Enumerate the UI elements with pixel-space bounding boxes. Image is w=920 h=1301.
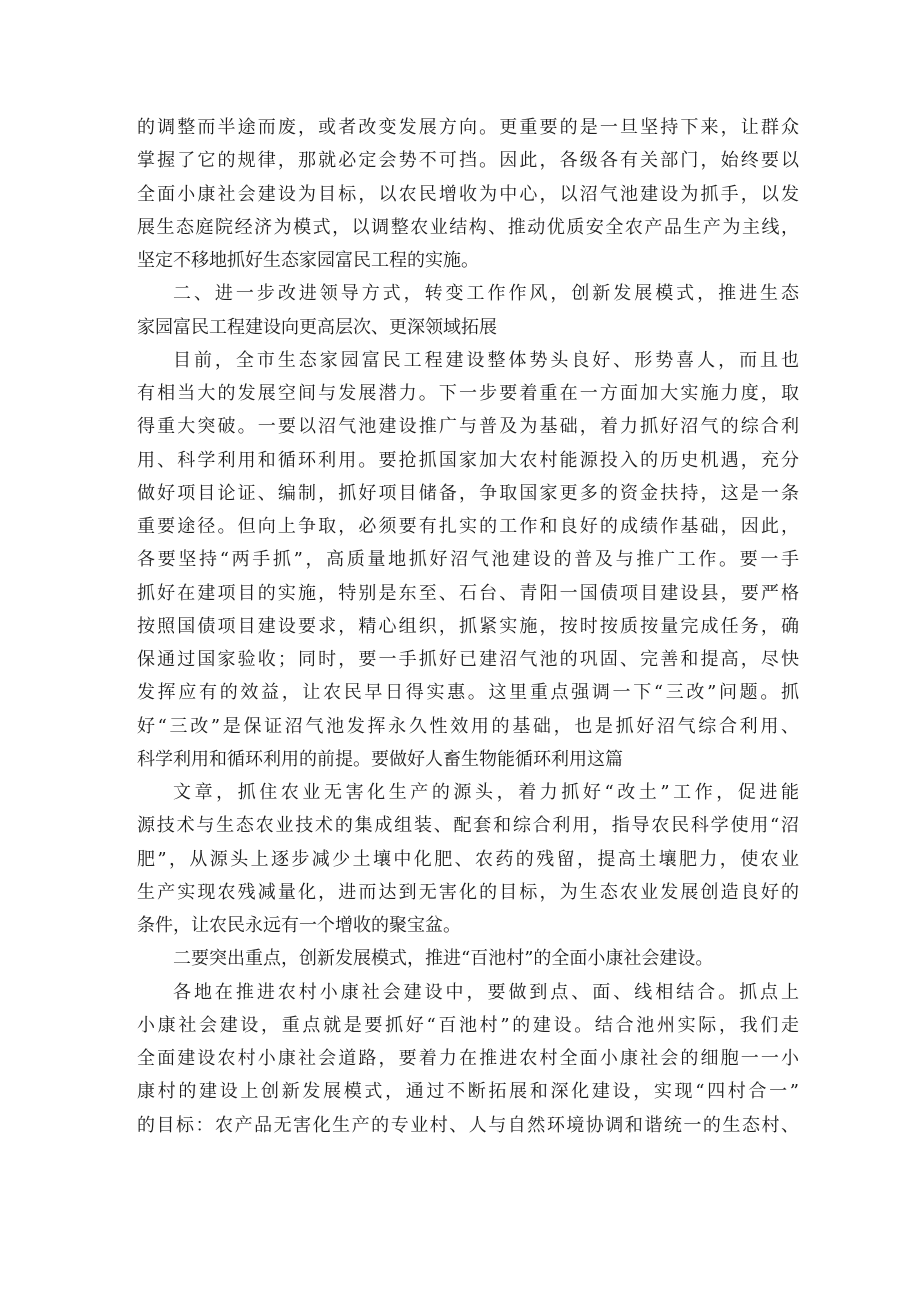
text-line: 发挥应有的效益，让农民早日得实惠。这里重点强调一下“三改”问题。抓	[137, 682, 799, 704]
text-line: 全面建设农村小康社会道路，要着力在推进农村全面小康社会的细胞一一小	[137, 1048, 799, 1069]
text-line: 的调整而半途而废，或者改变发展方向。更重要的是一旦坚持下来，让群众	[137, 117, 799, 138]
text-line: 科学利用和循环利用的前提。要做好人畜生物能循环利用这篇	[137, 748, 623, 770]
text-line: 肥”，从源头上逐步减少土壤中化肥、农药的残留，提高土壤肥力，使农业	[137, 848, 799, 870]
text-line: 各要坚持“两手抓”，高质量地抓好沼气池建设的普及与推广工作。要一手	[137, 549, 799, 571]
text-line: 全面小康社会建设为目标，以农民增收为中心，以沼气池建设为抓手，以发	[137, 183, 799, 205]
text-line: 按照国债项目建设要求，精心组织，抓紧实施，按时按质按量完成任务，确	[137, 615, 799, 637]
text-line: 保通过国家验收；同时，要一手抓好已建沼气池的巩固、完善和提高，尽快	[137, 649, 799, 670]
text-line: 源技术与生态农业技术的集成组装、配套和综合利用，指导农民科学使用“沼	[137, 815, 799, 837]
text-line: 重要途径。但向上争取，必须要有扎实的工作和良好的成绩作基础，因此，	[137, 516, 799, 537]
text-line: 用、科学利用和循环利用。要抢抓国家加大农村能源投入的历史机遇，充分	[137, 449, 799, 471]
text-line: 生产实现农残减量化，进而达到无害化的目标，为生态农业发展创造良好的	[137, 881, 799, 903]
text-line: 目前，全市生态家园富民工程建设整体势头良好、形势喜人，而且也	[173, 349, 799, 371]
text-line: 条件，让农民永远有一个增收的聚宝盆。	[137, 915, 461, 936]
text-line: 二、进一步改进领导方式，转变工作作风，创新发展模式，推进生态	[173, 283, 799, 305]
text-line: 好“三改”是保证沼气池发挥永久性效用的基础，也是抓好沼气综合利用、	[137, 715, 799, 737]
text-line: 的目标：农产品无害化生产的专业村、人与自然环境协调和谐统一的生态村、	[137, 1114, 799, 1136]
document-body	[137, 111, 799, 1142]
text-line: 小康社会建设，重点就是要抓好“百池村”的建设。结合池州实际，我们走	[137, 1014, 799, 1036]
text-line: 坚定不移地抓好生态家园富民工程的实施。	[137, 250, 479, 271]
text-line: 二要突出重点，创新发展模式，推进“百池村”的全面小康社会建设。	[173, 948, 714, 970]
text-line: 做好项目论证、编制，抓好项目储备，争取国家更多的资金扶持，这是一条	[137, 482, 799, 504]
text-line: 家园富民工程建设向更高层次、更深领域拓展	[137, 316, 497, 338]
text-line: 康村的建设上创新发展模式，通过不断拓展和深化建设，实现“四村合一”	[137, 1081, 799, 1103]
text-line: 掌握了它的规律，那就必定会势不可挡。因此，各级各有关部门，始终要以	[137, 150, 799, 172]
text-line: 有相当大的发展空间与发展潜力。下一步要着重在一方面加大实施力度，取	[137, 383, 799, 404]
text-line: 各地在推进农村小康社会建设中，要做到点、面、线相结合。抓点上	[173, 981, 799, 1003]
text-line: 文章，抓住农业无害化生产的源头，着力抓好“改土”工作，促进能	[173, 782, 799, 803]
text-line: 展生态庭院经济为模式，以调整农业结构、推动优质安全农产品生产为主线，	[137, 216, 799, 238]
text-line: 得重大突破。一要以沼气池建设推广与普及为基础，着力抓好沼气的综合利	[137, 416, 799, 438]
text-line: 抓好在建项目的实施，特别是东至、石台、青阳一国债项目建设县，要严格	[137, 582, 799, 604]
